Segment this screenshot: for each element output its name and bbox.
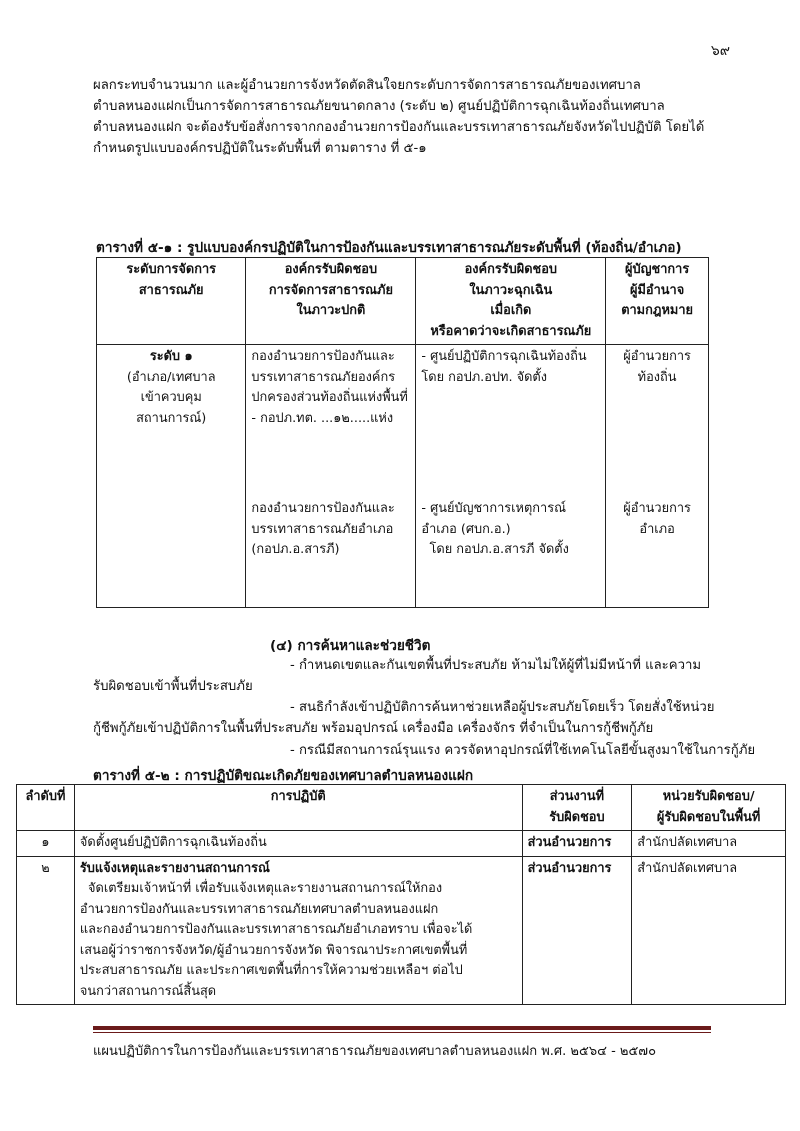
intro-line: กำหนดรูปแบบองค์กรปฏิบัติในระดับพื้นที่ ตามตาราง ที่ ๕-๑ (93, 141, 427, 156)
section4-line: - สนธิกำลังเข้าปฏิบัติการค้นหาช่วยเหลือผู้ประสบภัยโดยเร็ว โดยสั่งใช้หน่วย (290, 700, 715, 715)
intro-line: ตำบลหนองแฝก จะต้องรับข้อสั่งการจากกองอำนวยการป้องกันและบรรเทาสาธารณภัยจังหวัดไปปฏิบัติ โดยได้ (93, 120, 705, 135)
section4-line: รับผิดชอบเข้าพื้นที่ประสบภัย (93, 679, 253, 694)
section4-line: - กรณีมีสถานการณ์รุนแรง ควรจัดหาอุปกรณ์ที่ใช้เทคโนโลยีขั้นสูงมาใช้ในการกู้ภัย (290, 743, 756, 758)
header-area: หน่วยรับผิดชอบ/ ผู้รับผิดชอบในพื้นที่ (632, 785, 786, 831)
header-no: ลำดับที่ (17, 785, 75, 831)
footer-text: แผนปฏิบัติการในการป้องกันและบรรเทาสาธารณภัยของเทศบาลตำบลหนองแฝก พ.ศ. ๒๕๖๔ - ๒๕๗๐ (93, 1044, 657, 1059)
row-area: สำนักปลัดเทศบาล (632, 856, 786, 1005)
emergency-org-cell: - ศูนย์ปฏิบัติการฉุกเฉินท้องถิ่น โดย กอปภ.อปท. จัดตั้ง - ศูนย์บัญชาการเหตุการณ์ อำเภอ (ศบก.อ.) โดย กอปภ.อ.สารภี จัดตั้ง (416, 345, 606, 608)
footer-divider (93, 1026, 711, 1030)
header-level: ระดับการจัดการ สาธารณภัย (97, 258, 246, 345)
org-structure-table (96, 257, 709, 608)
row-no: ๑ (17, 831, 75, 857)
row-action: จัดตั้งศูนย์ปฏิบัติการฉุกเฉินท้องถิ่น (74, 831, 522, 857)
row-action: รับแจ้งเหตุและรายงานสถานการณ์ จัดเตรียมเจ้าหน้าที่ เพื่อรับแจ้งเหตุและรายงานสถานการณ์ให้กอง อำนวยการป้องกันและบรรเทาสาธารณภัยเทศบาลตำบลหนองแฝก และกองอำนวยการป้องกันและบรรเทาสาธารณภัยอำเภอทราบ เพื่อจะได้ เสนอผู้ว่าราชการจังหวัด/ผู้อำนวยการจังหวัด พิจารณาประกาศเขตพื้นที่ ประสบสาธารณภัย และประกาศเขตพื้นที่การให้ความช่วยเหลือฯ ต่อไป จนกว่าสถานการณ์สิ้นสุด (74, 856, 522, 1005)
row-no: ๒ (17, 856, 75, 1005)
footer-divider-thin (93, 1032, 711, 1033)
table1-body-row (97, 345, 709, 608)
header-normal-org: องค์กรรับผิดชอบ การจัดการสาธารณภัย ในภาวะปกติ (246, 258, 416, 345)
intro-line: ผลกระทบจำนวนมาก และผู้อำนวยการจังหวัดตัดสินใจยกระดับการจัดการสาธารณภัยของเทศบาล (93, 78, 641, 93)
header-emergency-org: องค์กรรับผิดชอบ ในภาวะฉุกเฉิน เมื่อเกิด หรือคาดว่าจะเกิดสาธารณภัย (416, 258, 606, 345)
row-area: สำนักปลัดเทศบาล (632, 831, 786, 857)
action-table (16, 784, 786, 1005)
section4-heading: (๔) การค้นหาและช่วยชีวิต (270, 638, 431, 654)
header-commander: ผู้บัญชาการ ผู้มีอำนาจ ตามกฎหมาย (606, 258, 709, 345)
table2-header-row (17, 785, 786, 831)
header-unit: ส่วนงานที่ รับผิดชอบ (522, 785, 632, 831)
level-cell: ระดับ ๑ (อำเภอ/เทศบาล เข้าควบคุม สถานการณ์) (97, 345, 246, 608)
table-row (17, 856, 786, 1005)
row-unit: ส่วนอำนวยการ (522, 856, 632, 1005)
table2-caption: ตารางที่ ๕-๒ : การปฏิบัติขณะเกิดภัยของเทศบาลตำบลหนองแฝก (93, 768, 474, 784)
section4-line: กู้ชีพกู้ภัยเข้าปฏิบัติการในพื้นที่ประสบภัย พร้อมอุปกรณ์ เครื่องมือ เครื่องจักร ที่จำเป็นในการกู้ชีพกู้ภัย (93, 721, 654, 736)
table1-caption: ตารางที่ ๕-๑ : รูปแบบองค์กรปฏิบัติในการป้องกันและบรรเทาสาธารณภัยระดับพื้นที่ (ท้องถิ่น/อำเภอ) (96, 240, 682, 256)
page-number: ๖๙ (710, 43, 730, 59)
intro-paragraph (93, 75, 718, 159)
commander-cell: ผู้อำนวยการ ท้องถิ่น ผู้อำนวยการ อำเภอ (606, 345, 709, 608)
normal-org-cell: กองอำนวยการป้องกันและ บรรเทาสาธารณภัยองค์กร ปกครองส่วนท้องถิ่นแห่งพื้นที่ - กอปภ.ทต. ...๑๒.....แห่ง กองอำนวยการป้องกันและ บรรเทาสาธารณภัยอำเภอ (กอปภ.อ.สารภี) (246, 345, 416, 608)
intro-line: ตำบลหนองแฝกเป็นการจัดการสาธารณภัยขนาดกลาง (ระดับ ๒) ศูนย์ปฏิบัติการฉุกเฉินท้องถิ่นเทศบาล (93, 99, 665, 114)
table1-header-row (97, 258, 709, 345)
table-row (17, 831, 786, 857)
section4-line: - กำหนดเขตและกันเขตพื้นที่ประสบภัย ห้ามไม่ให้ผู้ที่ไม่มีหน้าที่ และความ (290, 658, 702, 673)
row-unit: ส่วนอำนวยการ (522, 831, 632, 857)
header-action: การปฏิบัติ (74, 785, 522, 831)
